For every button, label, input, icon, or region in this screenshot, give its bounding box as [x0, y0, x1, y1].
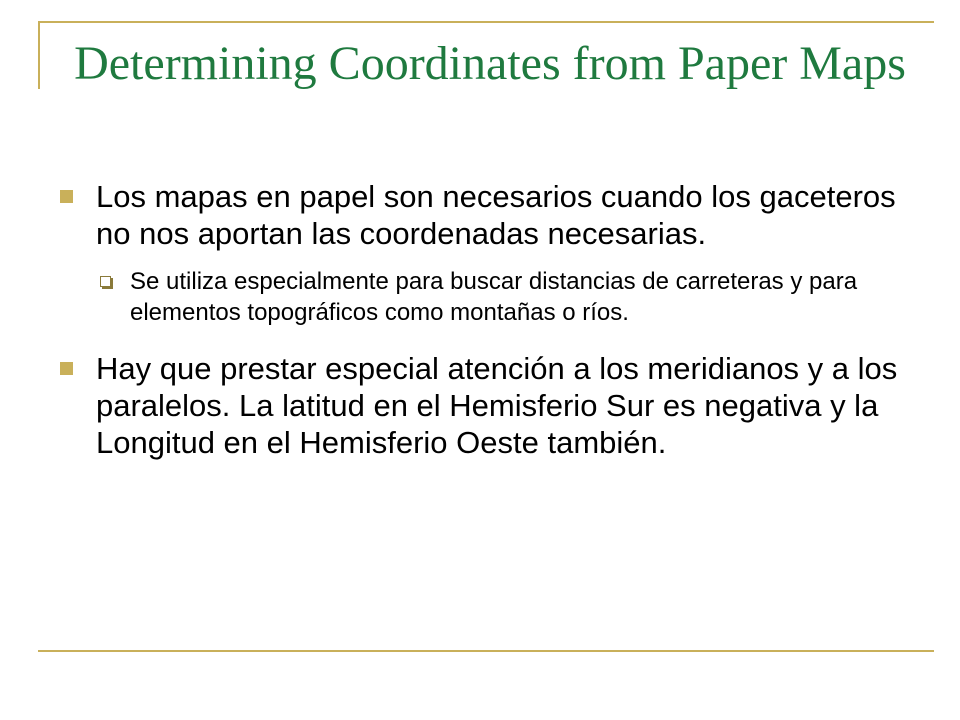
frame-left-rule: [38, 21, 40, 89]
hollow-square-bullet-icon: [100, 276, 111, 287]
frame-top-rule: [38, 21, 934, 23]
bullet-text-1: Los mapas en papel son necesarios cuando los gaceteros no nos aportan las coordenadas necesarias.: [96, 179, 896, 251]
bullet-item-2: [58, 350, 898, 461]
square-bullet-icon: [60, 362, 73, 375]
frame-bottom-rule: [38, 650, 934, 652]
slide-title: Determining Coordinates from Paper Maps: [74, 37, 906, 90]
sub-bullet-item-1: [96, 266, 898, 328]
square-bullet-icon: [60, 190, 73, 203]
sub-bullet-text-1: Se utiliza especialmente para buscar distancias de carreteras y para elementos topográficos como montañas o ríos.: [130, 268, 858, 326]
slide-content: [58, 178, 898, 475]
bullet-text-2: Hay que prestar especial atención a los meridianos y a los paralelos. La latitud en el Hemisferio Sur es negativa y la Longitud en el Hemisferio Oeste también.: [96, 351, 898, 460]
bullet-item-1: [58, 178, 898, 252]
